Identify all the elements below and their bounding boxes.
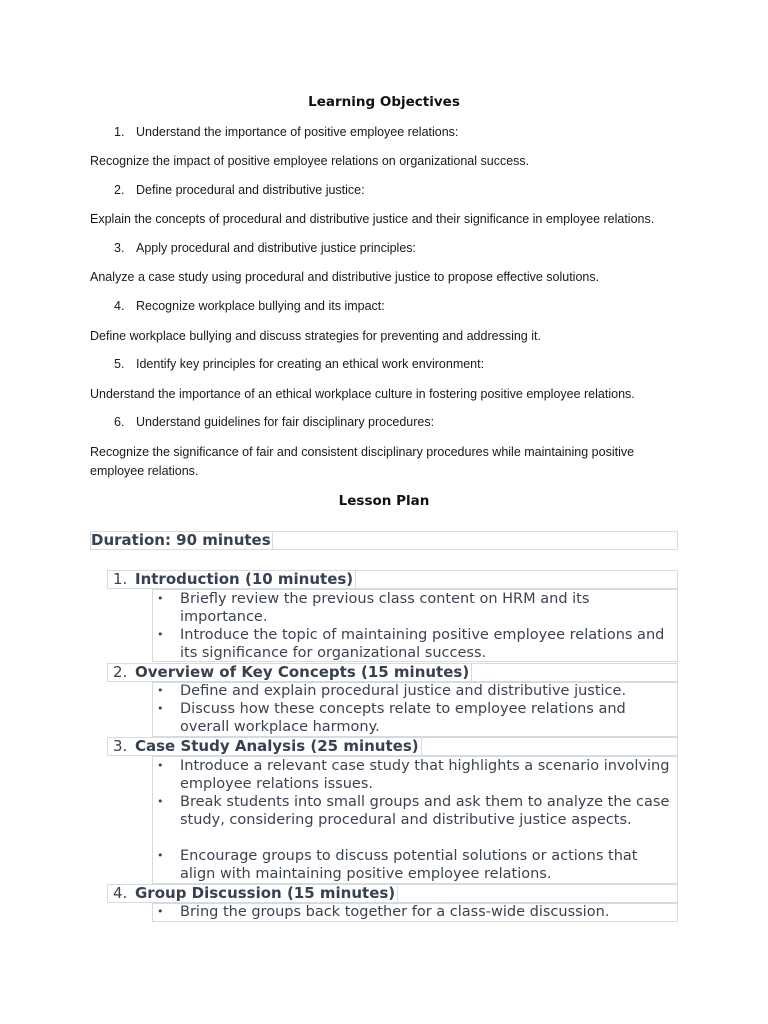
- bullet-marker: •: [157, 684, 164, 697]
- objective-item: [114, 299, 385, 313]
- objective-number: 1.: [114, 125, 125, 139]
- objective-item: [114, 241, 416, 255]
- bullet-item: Break students into small groups and ask them to analyze the case study, considering procedural and distributive justice aspects.: [180, 794, 670, 828]
- bullet-item: Bring the groups back together for a class-wide discussion.: [180, 904, 610, 920]
- objective-description: Define workplace bullying and discuss strategies for preventing and addressing it.: [90, 329, 541, 343]
- objective-number: 6.: [114, 415, 125, 429]
- objective-item: [114, 415, 434, 429]
- section-title: Case Study Analysis (25 minutes): [135, 737, 422, 756]
- objective-number: 3.: [114, 241, 125, 255]
- objective-label: Understand guidelines for fair disciplinary procedures:: [136, 415, 435, 429]
- objective-label: Identify key principles for creating an ethical work environment:: [136, 357, 485, 371]
- bullet-marker: •: [157, 795, 164, 808]
- bullet-marker: •: [157, 759, 164, 772]
- section-title: Introduction (10 minutes): [135, 570, 356, 589]
- objective-description: Analyze a case study using procedural and distributive justice to propose effective solutions.: [90, 270, 600, 284]
- objective-label: Define procedural and distributive justice:: [136, 183, 365, 197]
- bullet-marker: •: [157, 702, 164, 715]
- bullet-item: Briefly review the previous class content on HRM and its importance.: [180, 591, 590, 625]
- bullet-marker: •: [157, 849, 164, 862]
- bullet-item: Introduce a relevant case study that highlights a scenario involving employee relations issues.: [180, 758, 670, 792]
- duration-label: Duration: 90 minutes: [91, 531, 271, 549]
- section-title: Overview of Key Concepts (15 minutes): [135, 663, 472, 682]
- objective-description: Understand the importance of an ethical workplace culture in fostering positive employee relations.: [90, 387, 635, 401]
- lesson-plan-heading: Lesson Plan: [338, 493, 430, 509]
- objective-label: Apply procedural and distributive justice principles:: [136, 241, 417, 255]
- objective-number: 4.: [114, 299, 125, 313]
- section-number: 3.: [113, 737, 128, 755]
- objective-description: Recognize the impact of positive employee relations on organizational success.: [90, 154, 530, 168]
- bullet-marker: •: [157, 905, 164, 918]
- bullet-item: Define and explain procedural justice and distributive justice.: [180, 683, 627, 699]
- objective-number: 2.: [114, 183, 125, 197]
- section-number: 2.: [113, 663, 128, 681]
- bullet-marker: •: [157, 628, 164, 641]
- bullet-item: Discuss how these concepts relate to employee relations and overall workplace harmony.: [180, 701, 626, 735]
- objective-description: Recognize the significance of fair and consistent disciplinary procedures while maintaining positive employee relations.: [90, 445, 635, 478]
- learning-objectives-heading: Learning Objectives: [308, 94, 460, 110]
- section-title: Group Discussion (15 minutes): [135, 884, 398, 903]
- objective-item: [114, 183, 365, 197]
- objective-item: [114, 125, 458, 139]
- objective-description: Explain the concepts of procedural and distributive justice and their significance in employee relations.: [90, 212, 655, 226]
- section-number: 1.: [113, 570, 128, 588]
- objective-label: Understand the importance of positive employee relations:: [136, 125, 459, 139]
- objective-number: 5.: [114, 357, 125, 371]
- bullet-item: Introduce the topic of maintaining positive employee relations and its significance for organizational success.: [180, 627, 665, 661]
- objective-label: Recognize workplace bullying and its impact:: [136, 299, 385, 313]
- section-number: 4.: [113, 884, 128, 902]
- bullet-marker: •: [157, 592, 164, 605]
- bullet-item: Encourage groups to discuss potential solutions or actions that align with maintaining positive employee relations.: [180, 848, 638, 882]
- objective-item: [114, 357, 484, 371]
